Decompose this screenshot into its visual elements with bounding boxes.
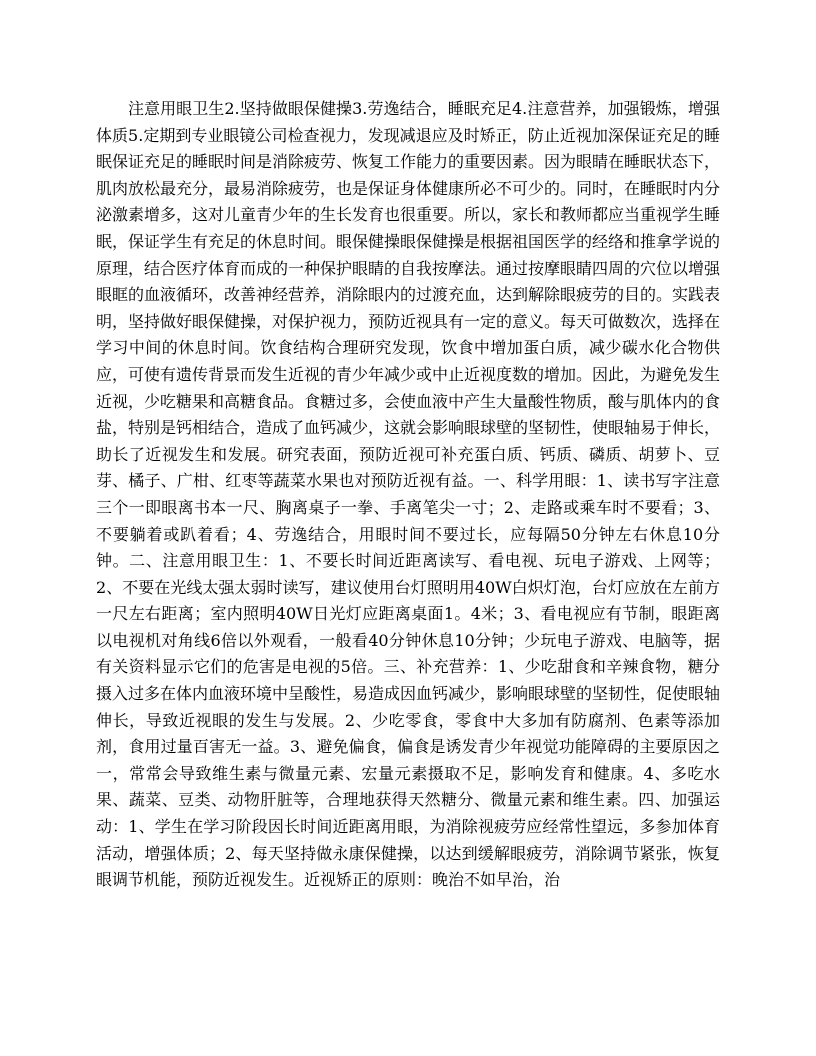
document-page <box>96 96 720 894</box>
body-paragraph: 注意用眼卫生2.坚持做眼保健操3.劳逸结合，睡眠充足4.注意营养，加强锻炼，增强体质5.定期到专业眼镜公司检查视力，发现减退应及时矫正，防止近视加深保证充足的睡眠保证充足的睡眠时间是消除疲劳、恢复工作能力的重要因素。因为眼睛在睡眠状态下，肌肉放松最充分，最易消除疲劳，也是保证身体健康所必不可少的。同时，在睡眠时内分泌激素增多，这对儿童青少年的生长发育也很重要。所以，家长和教师都应当重视学生睡眠，保证学生有充足的休息时间。眼保健操眼保健操是根据祖国医学的经络和推拿学说的原理，结合医疗体育而成的一种保护眼睛的自我按摩法。通过按摩眼睛四周的穴位以增强眼眶的血液循环，改善神经营养，消除眼内的过渡充血，达到解除眼疲劳的目的。实践表明，坚持做好眼保健操，对保护视力，预防近视具有一定的意义。每天可做数次，选择在学习中间的休息时间。饮食结构合理研究发现，饮食中增加蛋白质，减少碳水化合物供应，可使有遗传背景而发生近视的青少年减少或中止近视度数的增加。因此，为避免发生近视，少吃糖果和高糖食品。食糖过多，会使血液中产生大量酸性物质，酸与肌体内的食盐，特别是钙相结合，造成了血钙减少，这就会影响眼球壁的坚韧性，使眼轴易于伸长，助长了近视发生和发展。研究表面，预防近视可补充蛋白质、钙质、磷质、胡萝卜、豆芽、橘子、广柑、红枣等蔬菜水果也对预防近视有益。一、科学用眼：1、读书写字注意三个一即眼离书本一尺、胸离桌子一拳、手离笔尖一寸；2、走路或乘车时不要看；3、不要躺着或趴着看；4、劳逸结合，用眼时间不要过长，应每隔50分钟左右休息10分钟。二、注意用眼卫生：1、不要长时间近距离读写、看电视、玩电子游戏、上网等；2、不要在光线太强太弱时读写，建议使用台灯照明用40W白炽灯泡，台灯应放在左前方一尺左右距离；室内照明40W日光灯应距离桌面1。4米；3、看电视应有节制，眼距离以电视机对角线6倍以外观看，一般看40分钟休息10分钟；少玩电子游戏、电脑等，据有关资料显示它们的危害是电视的5倍。三、补充营养：1、少吃甜食和辛辣食物，糖分摄入过多在体内血液环境中呈酸性，易造成因血钙减少，影响眼球壁的坚韧性，促使眼轴伸长，导致近视眼的发生与发展。2、少吃零食，零食中大多加有防腐剂、色素等添加剂，食用过量百害无一益。3、避免偏食，偏食是诱发青少年视觉功能障碍的主要原因之一，常常会导致维生素与微量元素、宏量元素摄取不足，影响发育和健康。4、多吃水果、蔬菜、豆类、动物肝脏等，合理地获得天然糖分、微量元素和维生素。四、加强运动：1、学生在学习阶段因长时间近距离用眼，为消除视疲劳应经常性望远，多参加体育活动，增强体质；2、每天坚持做永康保健操，以达到缓解眼疲劳，消除调节紧张，恢复眼调节机能，预防近视发生。近视矫正的原则：晚治不如早治，治 <box>96 99 721 890</box>
